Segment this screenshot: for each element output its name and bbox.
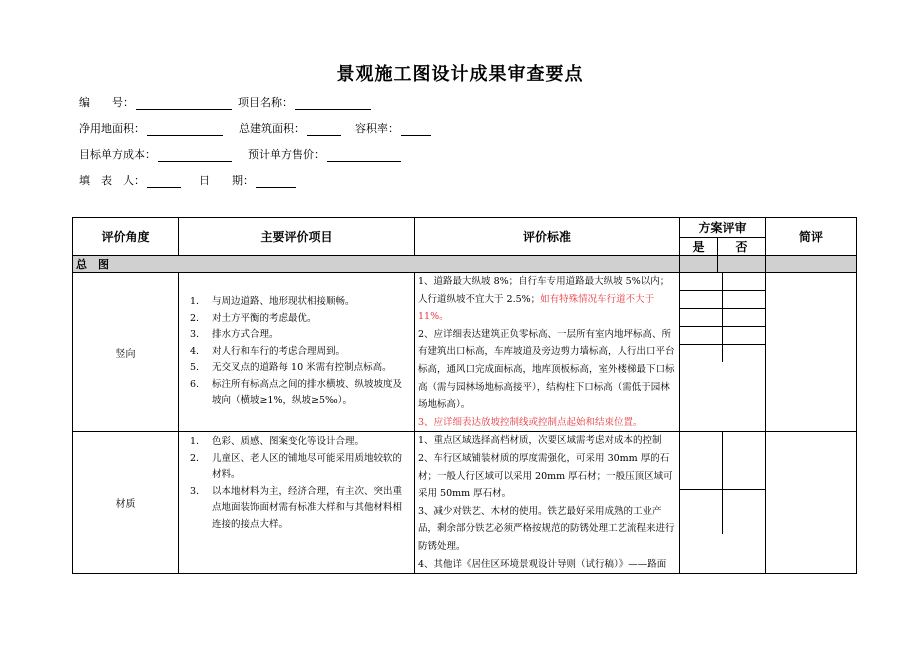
- section-comment-cell: [766, 256, 857, 273]
- header-angle: 评价角度: [73, 218, 179, 256]
- review-yes-cell[interactable]: [680, 291, 723, 309]
- review-yes-cell[interactable]: [680, 490, 723, 535]
- build-area-blank[interactable]: [307, 123, 341, 136]
- target-cost-label: 目标单方成本：: [79, 148, 156, 161]
- header-review: 方案评审: [680, 218, 766, 238]
- review-cells: [680, 273, 766, 432]
- review-no-cell[interactable]: [723, 345, 766, 363]
- standard-text: 1、道路最大纵坡 8%；自行车专用道路最大纵坡 5%以内；人行道纵坡不宜大于 2.5%；: [418, 276, 670, 305]
- far-blank[interactable]: [401, 123, 431, 136]
- date-label: 日 期：: [199, 174, 254, 187]
- filler-label: 填 表 人：: [79, 174, 145, 187]
- date-blank[interactable]: [256, 175, 296, 188]
- land-area-label: 净用地面积：: [79, 122, 145, 135]
- review-yes-cell[interactable]: [680, 432, 723, 490]
- row-comment[interactable]: [766, 273, 857, 432]
- review-cells: [680, 432, 766, 574]
- code-blank[interactable]: [136, 97, 232, 110]
- list-item: 6. 标注所有标高点之间的排水横坡、纵坡坡度及坡向（横坡≥1%，纵坡≥5‰）。: [190, 378, 403, 407]
- standard-text: 1、重点区域选择高档材质，次要区域需考虑对成本的控制: [418, 435, 662, 447]
- review-yes-cell[interactable]: [680, 345, 723, 363]
- standard-text-red: 3、应详细表达放坡控制线或控制点起始和结束位置。: [418, 416, 643, 428]
- list-item: 2. 对土方平衡的考虑最优。: [190, 312, 317, 324]
- review-no-cell[interactable]: [723, 273, 766, 291]
- row-angle: 材质: [73, 432, 179, 574]
- standard-text: 2、车行区域铺装材质的厚度需强化，可采用 30mm 厚的石材；一般人行区域可以采用 20mm 厚石材；一般压顶区域可采用 50mm 厚石材。: [418, 452, 673, 500]
- list-item: 1. 色彩、质感、图案变化等设计合理。: [190, 436, 365, 448]
- header-items: 主要评价项目: [179, 218, 415, 256]
- standard-text: 4、其他详《居住区环境景观设计导则（试行稿）》——路面: [418, 558, 667, 570]
- header-comment: 简评: [766, 218, 857, 256]
- list-item: 5. 无交叉点的道路每 10 米需有控制点标高。: [190, 362, 392, 374]
- header-yes: 是: [680, 238, 718, 256]
- review-table: [72, 217, 857, 574]
- review-no-cell[interactable]: [723, 291, 766, 309]
- row-items: [179, 273, 415, 432]
- page-title: 景观施工图设计成果审查要点: [336, 64, 584, 85]
- project-name-blank[interactable]: [295, 97, 371, 110]
- code-label: 编 号：: [79, 96, 134, 109]
- far-label: 容积率：: [355, 122, 399, 135]
- field-row-3: [79, 148, 401, 162]
- standard-text: 3、减少对铁艺、木材的使用。铁艺最好采用成熟的工业产品，剩余部分铁艺必须严格按规范的防锈处理工艺流程来进行防锈处理。: [418, 505, 675, 552]
- row-standard: [415, 432, 680, 574]
- review-yes-cell[interactable]: [680, 273, 723, 291]
- section-yes-cell: [680, 256, 718, 273]
- row-items: [179, 432, 415, 574]
- list-item: 2. 儿童区、老人区的铺地尽可能采用质地较软的材料。: [190, 452, 403, 481]
- table-row: [73, 273, 857, 432]
- field-row-2: [79, 122, 431, 136]
- row-standard: [415, 273, 680, 432]
- target-cost-blank[interactable]: [158, 149, 232, 162]
- list-item: 4. 对人行和车行的考虑合理周到。: [190, 345, 346, 357]
- land-area-blank[interactable]: [147, 123, 223, 136]
- review-no-cell[interactable]: [723, 309, 766, 327]
- row-angle: 竖向: [73, 273, 179, 432]
- field-row-1: [79, 96, 371, 110]
- price-label: 预计单方售价：: [248, 148, 325, 161]
- section-no-cell: [718, 256, 766, 273]
- review-no-cell[interactable]: [723, 432, 766, 490]
- build-area-label: 总建筑面积：: [239, 122, 305, 135]
- price-blank[interactable]: [327, 149, 401, 162]
- filler-blank[interactable]: [147, 175, 181, 188]
- standard-text: 2、应详细表达建筑正负零标高、一层所有室内地坪标高、所有建筑出口标高，车库坡道及旁边剪力墙标高，人行出口平台标高，通风口完成面标高，地库顶板标高，室外楼梯最下口标高（需与园林场地标高接平），结构柱下口标高（需低于园林场地标高）。: [418, 328, 675, 411]
- row-comment[interactable]: [766, 432, 857, 574]
- list-item: 1. 与周边道路、地形现状相接顺畅。: [190, 296, 355, 308]
- field-row-4: [79, 174, 296, 188]
- review-yes-cell[interactable]: [680, 327, 723, 345]
- section-label: 总 图: [73, 256, 680, 273]
- header-standard: 评价标准: [415, 218, 680, 256]
- list-item: 3. 排水方式合理。: [190, 329, 279, 341]
- project-name-label: 项目名称：: [238, 96, 293, 109]
- review-no-cell[interactable]: [723, 327, 766, 345]
- list-item: 3. 以本地材料为主，经济合理，有主次、突出重点地面装饰面材需有标准大样和与其他材料相连接的接点大样。: [190, 485, 403, 530]
- table-row: [73, 432, 857, 574]
- header-no: 否: [718, 238, 766, 256]
- review-no-cell[interactable]: [723, 490, 766, 535]
- standard-text-red: 如有特殊情况车行道不大于 11%。: [418, 293, 655, 323]
- review-yes-cell[interactable]: [680, 309, 723, 327]
